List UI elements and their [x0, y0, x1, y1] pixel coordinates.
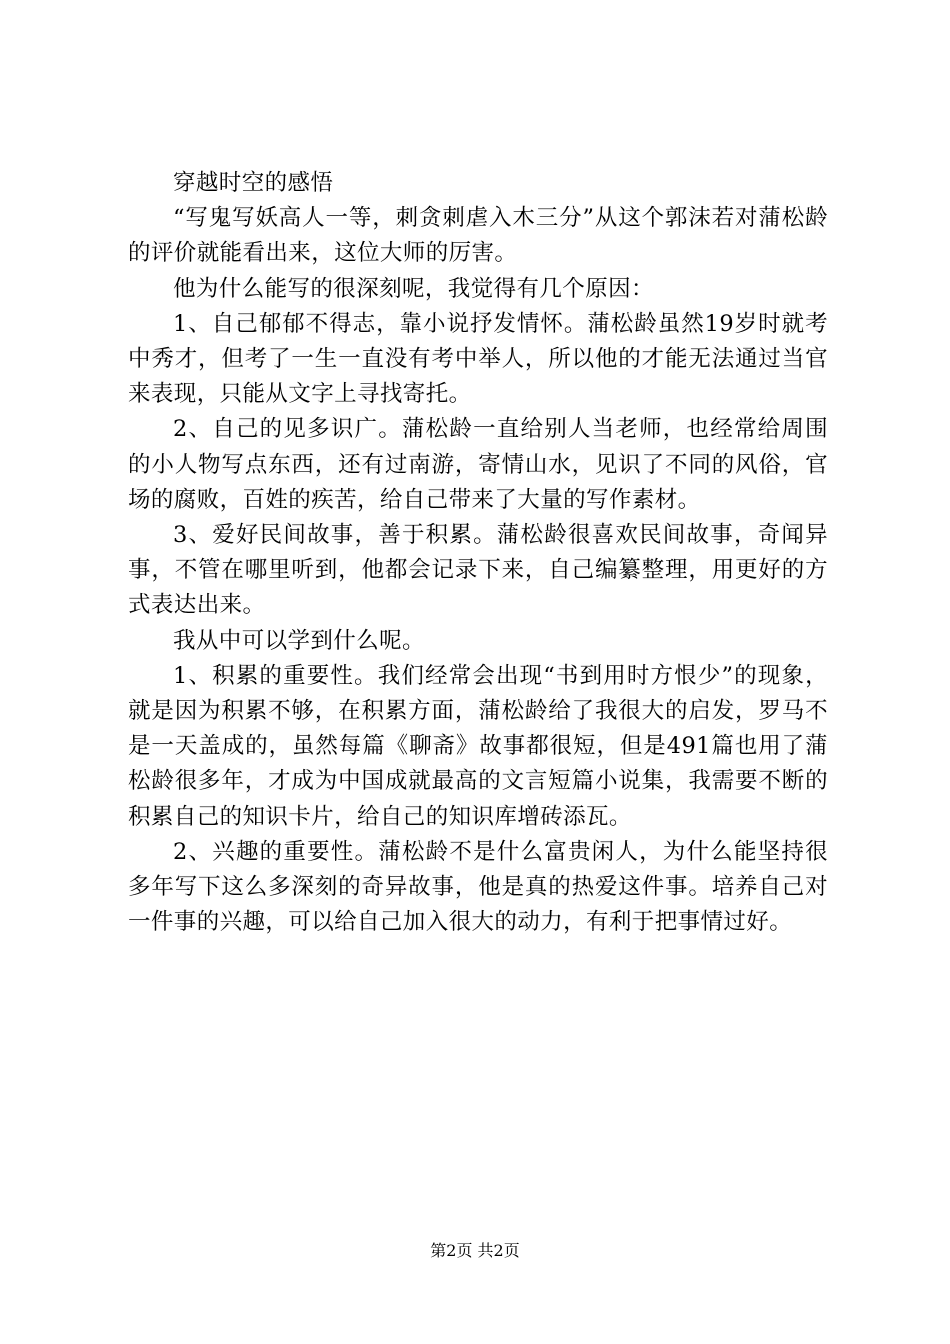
- page-footer: 第2页 共2页: [430, 1241, 520, 1260]
- paragraph-lesson-1: 1、积累的重要性。我们经常会出现“书到用时方恨少”的现象，就是因为积累不够，在积累方面，蒲松龄给了我很大的启发，罗马不是一天盖成的，虽然每篇《聊斋》故事都很短，但是491篇也用了蒲松龄很多年，才成为中国成就最高的文言短篇小说集，我需要不断的积累自己的知识卡片，给自己的知识库增砖添瓦。: [128, 662, 828, 830]
- document-title: 穿越时空的感悟: [173, 170, 334, 196]
- paragraph-question: 他为什么能写的很深刻呢，我觉得有几个原因：: [173, 275, 654, 302]
- paragraph-reason-2: 2、自己的见多识广。蒲松龄一直给别人当老师，也经常给周围的小人物写点东西，还有过南游，寄情山水，见识了不同的风俗，官场的腐败，百姓的疾苦，给自己带来了大量的写作素材。: [128, 416, 828, 513]
- paragraph-reason-1: 1、自己郁郁不得志，靠小说抒发情怀。蒲松龄虽然19岁时就考中秀才，但考了一生一直没有考中举人，所以他的才能无法通过当官来表现，只能从文字上寻找寄托。: [128, 310, 828, 408]
- paragraph-lesson-intro: 我从中可以学到什么呢。: [173, 627, 425, 654]
- paragraph-quote: “写鬼写妖高人一等，刺贪刺虐入木三分”从这个郭沫若对蒲松龄的评价就能看出来，这位大师的厉害。: [128, 205, 828, 267]
- paragraph-lesson-2: 2、兴趣的重要性。蒲松龄不是什么富贵闲人，为什么能坚持很多年写下这么多深刻的奇异故事，他是真的热爱这件事。培养自己对一件事的兴趣，可以给自己加入很大的动力，有利于把事情过好。: [128, 838, 828, 936]
- paragraph-reason-3: 3、爱好民间故事，善于积累。蒲松龄很喜欢民间故事，奇闻异事，不管在哪里听到，他都会记录下来，自己编纂整理，用更好的方式表达出来。: [128, 522, 828, 619]
- document-body: [128, 166, 828, 940]
